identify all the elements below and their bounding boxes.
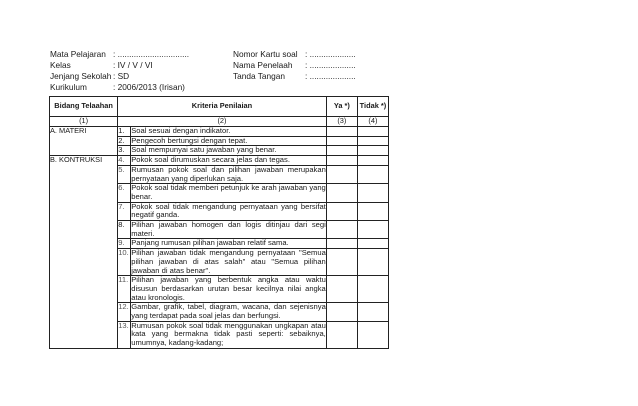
header-value: : ....................: [305, 71, 356, 81]
section-label-kontruksi: B. KONTRUKSI: [50, 156, 118, 349]
item-number: 8.: [118, 221, 131, 239]
item-number: 7.: [118, 202, 131, 220]
tidak-cell[interactable]: [357, 249, 388, 276]
header-row-kelas: [50, 60, 230, 71]
header-right: [233, 49, 403, 83]
header-row-nomor-kartu: [233, 49, 403, 60]
table-row: [50, 127, 389, 137]
item-text: Panjang rumusan pilihan jawaban relatif sama.: [131, 239, 327, 249]
header-value: : SD: [113, 71, 130, 81]
ya-cell[interactable]: [326, 249, 357, 276]
header-row-mata-pelajaran: [50, 49, 230, 60]
column-number-row: [50, 117, 389, 127]
header-label: Nama Penelaah: [233, 60, 293, 70]
tidak-cell[interactable]: [357, 136, 388, 146]
header-value: : IV / V / VI: [113, 60, 153, 70]
header-label: Tanda Tangan: [233, 71, 285, 81]
item-number: 6.: [118, 184, 131, 202]
item-number: 5.: [118, 165, 131, 183]
ya-cell[interactable]: [326, 184, 357, 202]
header-row-tanda-tangan: [233, 71, 403, 82]
table-header-row: [50, 97, 389, 117]
tidak-cell[interactable]: [357, 239, 388, 249]
tidak-cell[interactable]: [357, 127, 388, 137]
header-value: : ....................: [305, 60, 356, 70]
item-text: Rumusan pokok soal tidak menggunakan ungkapan atau kata yang bermakna tidak pasti seperti: sebaiknya, umumnya, kadang-kadang;: [131, 320, 326, 348]
ya-cell[interactable]: [326, 127, 357, 137]
col-number: (2): [118, 117, 327, 127]
header-label: Jenjang Sekolah: [50, 71, 112, 81]
tidak-cell[interactable]: [357, 165, 388, 183]
item-text: Pengecoh bertungsi dengan tepat.: [131, 136, 327, 146]
ya-cell[interactable]: [326, 276, 357, 303]
header-label: Kelas: [50, 60, 71, 70]
item-number: 10.: [118, 249, 131, 276]
ya-cell[interactable]: [326, 221, 357, 239]
ya-cell[interactable]: [326, 239, 357, 249]
item-text: Pilihan jawaban homogen dan logis ditinjau dari segi materi.: [131, 220, 326, 238]
section-label-materi: A. MATERI: [50, 127, 118, 156]
table-row: [50, 156, 389, 166]
ya-cell[interactable]: [326, 136, 357, 146]
item-number: 13.: [118, 321, 131, 348]
item-text: Pokok soal dirumuskan secara jelas dan tegas.: [131, 156, 327, 166]
tidak-cell[interactable]: [357, 276, 388, 303]
item-number: 11.: [118, 276, 131, 303]
criteria-table: [49, 96, 389, 349]
header-label: Nomor Kartu soal: [233, 49, 298, 59]
tidak-cell[interactable]: [357, 184, 388, 202]
item-text: Gambar, grafik, tabel, diagram, wacana, dan sejenisnya yang terdapat pada soal jelas dan berfungsi.: [131, 302, 326, 321]
item-text: Soal mempunyai satu jawaban yang benar.: [131, 146, 327, 156]
header-row-kurikulum: [50, 82, 230, 93]
item-text: Pilihan jawaban tidak mengandung pernyataan "Semua pilihan jawaban di atas salah" atau "Semua pilihan jawaban di atas benar".: [131, 248, 326, 275]
ya-cell[interactable]: [326, 321, 357, 348]
item-number: 3.: [118, 146, 131, 156]
col-number: (1): [50, 117, 118, 127]
ya-cell[interactable]: [326, 165, 357, 183]
ya-cell[interactable]: [326, 146, 357, 156]
col-number: (3): [326, 117, 357, 127]
item-text: Rumusan pokok soal dan pilihan jawaban merupakan pernyataan yang diperlukan saja.: [131, 164, 326, 183]
tidak-cell[interactable]: [357, 303, 388, 321]
item-number: 4.: [118, 156, 131, 166]
header-value: : ...............................: [113, 49, 190, 59]
item-number: 1.: [118, 127, 131, 137]
ya-cell[interactable]: [326, 156, 357, 166]
item-text: Pokok soal tidak memberi petunjuk ke arah jawaban yang benar.: [131, 183, 326, 201]
header-row-nama-penelaah: [233, 60, 403, 71]
tidak-cell[interactable]: [357, 321, 388, 348]
col-number: (4): [357, 117, 388, 127]
col-header-tidak: Tidak *): [357, 97, 388, 117]
tidak-cell[interactable]: [357, 202, 388, 220]
item-text: Pokok soal tidak mengandung pernyataan yang bersifat negatif ganda.: [131, 201, 326, 220]
ya-cell[interactable]: [326, 303, 357, 321]
col-header-bidang: Bidang Telaahan: [50, 97, 118, 117]
header-value: : 2006/2013 (Irisan): [113, 82, 185, 92]
col-header-ya: Ya *): [326, 97, 357, 117]
item-number: 12.: [118, 303, 131, 321]
item-text: Pilihan jawaban yang berbentuk angka atau waktu disusun berdasarkan urutan besar kecilnya nilai angka atau kronologis.: [131, 275, 326, 302]
header-value: : ....................: [305, 49, 356, 59]
item-number: 9.: [118, 239, 131, 249]
item-number: 2.: [118, 136, 131, 146]
header-label: Mata Pelajaran: [50, 49, 106, 59]
ya-cell[interactable]: [326, 202, 357, 220]
col-header-kriteria: Kriteria Penilaian: [118, 97, 327, 117]
tidak-cell[interactable]: [357, 156, 388, 166]
header-label: Kurikulum: [50, 82, 87, 92]
tidak-cell[interactable]: [357, 146, 388, 156]
header-row-jenjang: [50, 71, 230, 82]
item-text: Soal sesuai dengan indikator.: [131, 127, 327, 137]
tidak-cell[interactable]: [357, 221, 388, 239]
header-left: [50, 49, 230, 95]
